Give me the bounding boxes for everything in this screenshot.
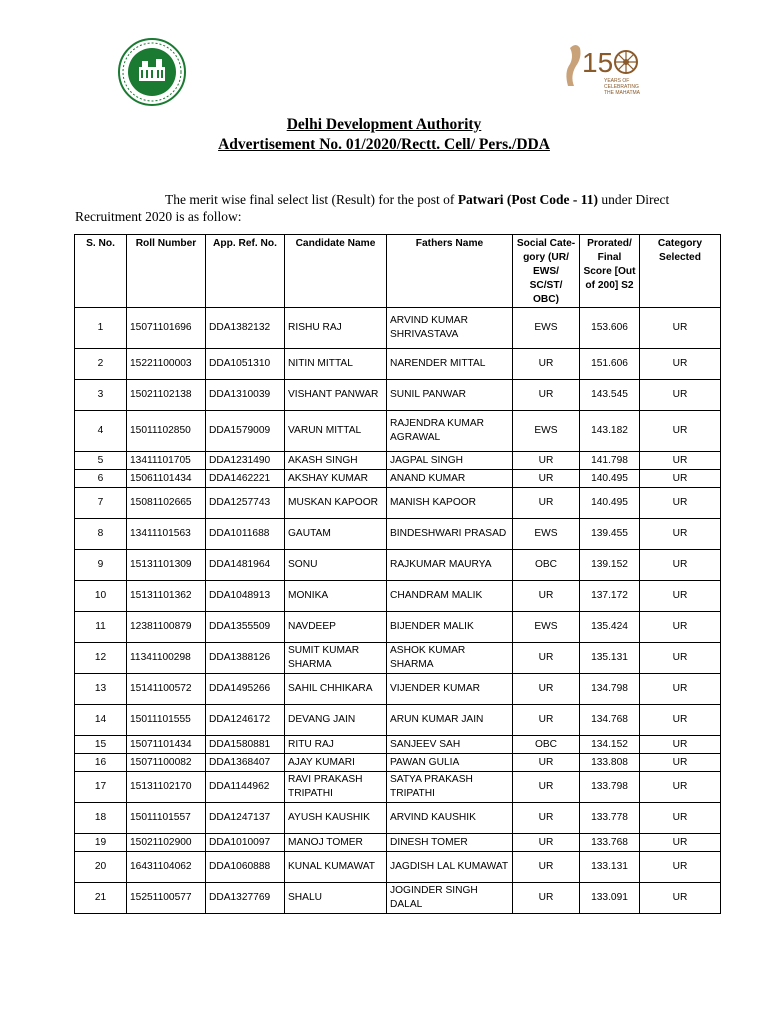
table-row (75, 772, 721, 803)
cell-category-selected: UR (640, 772, 721, 803)
cell-score: 143.545 (580, 380, 640, 411)
table-row (75, 452, 721, 470)
cell-sno: 10 (75, 581, 127, 612)
post-name: Patwari (Post Code - 11) (457, 192, 599, 207)
cell-father-name: ASHOK KUMAR SHARMA (387, 643, 513, 674)
cell-category-selected: UR (640, 705, 721, 736)
cell-category-selected: UR (640, 488, 721, 519)
cell-candidate-name: SAHIL CHHIKARA (285, 674, 387, 705)
cell-category-selected: UR (640, 834, 721, 852)
cell-roll-number: 15011102850 (127, 411, 206, 452)
cell-father-name: SUNIL PANWAR (387, 380, 513, 411)
cell-sno: 8 (75, 519, 127, 550)
col-header-sno: S. No. (75, 235, 127, 308)
cell-score: 139.152 (580, 550, 640, 581)
cell-app-ref: DDA1247137 (206, 803, 285, 834)
cell-social-category: UR (513, 488, 580, 519)
cell-category-selected: UR (640, 754, 721, 772)
cell-roll-number: 15021102900 (127, 834, 206, 852)
cell-category-selected: UR (640, 452, 721, 470)
cell-social-category: EWS (513, 612, 580, 643)
table-row (75, 349, 721, 380)
cell-roll-number: 15071100082 (127, 754, 206, 772)
cell-candidate-name: KUNAL KUMAWAT (285, 852, 387, 883)
svg-text:YEARS OF: YEARS OF (604, 78, 630, 84)
table-row (75, 411, 721, 452)
cell-social-category: UR (513, 852, 580, 883)
cell-score: 151.606 (580, 349, 640, 380)
table-row (75, 308, 721, 349)
cell-father-name: ARVIND KUMAR SHRIVASTAVA (387, 308, 513, 349)
intro-text-before: The merit wise final select list (Result) for the post of (165, 192, 458, 207)
cell-sno: 14 (75, 705, 127, 736)
table-row (75, 470, 721, 488)
cell-score: 133.768 (580, 834, 640, 852)
table-row (75, 643, 721, 674)
cell-sno: 4 (75, 411, 127, 452)
cell-score: 153.606 (580, 308, 640, 349)
cell-candidate-name: AYUSH KAUSHIK (285, 803, 387, 834)
cell-category-selected: UR (640, 349, 721, 380)
cell-father-name: CHANDRAM MALIK (387, 581, 513, 612)
cell-score: 133.808 (580, 754, 640, 772)
cell-app-ref: DDA1580881 (206, 736, 285, 754)
col-header-father: Fathers Name (387, 235, 513, 308)
cell-roll-number: 15061101434 (127, 470, 206, 488)
cell-app-ref: DDA1495266 (206, 674, 285, 705)
cell-social-category: UR (513, 772, 580, 803)
cell-father-name: ANAND KUMAR (387, 470, 513, 488)
cell-social-category: UR (513, 705, 580, 736)
cell-social-category: UR (513, 834, 580, 852)
cell-sno: 13 (75, 674, 127, 705)
table-row (75, 834, 721, 852)
col-header-roll: Roll Number (127, 235, 206, 308)
cell-category-selected: UR (640, 380, 721, 411)
cell-category-selected: UR (640, 581, 721, 612)
cell-sno: 5 (75, 452, 127, 470)
cell-social-category: OBC (513, 736, 580, 754)
cell-sno: 17 (75, 772, 127, 803)
cell-sno: 6 (75, 470, 127, 488)
svg-text:THE MAHATMA: THE MAHATMA (604, 90, 641, 96)
cell-app-ref: DDA1246172 (206, 705, 285, 736)
cell-category-selected: UR (640, 736, 721, 754)
cell-roll-number: 15011101557 (127, 803, 206, 834)
cell-roll-number: 11341100298 (127, 643, 206, 674)
cell-candidate-name: AKASH SINGH (285, 452, 387, 470)
cell-app-ref: DDA1579009 (206, 411, 285, 452)
cell-father-name: ARUN KUMAR JAIN (387, 705, 513, 736)
cell-score: 135.131 (580, 643, 640, 674)
cell-father-name: RAJENDRA KUMAR AGRAWAL (387, 411, 513, 452)
cell-sno: 18 (75, 803, 127, 834)
table-row (75, 488, 721, 519)
table-row (75, 883, 721, 914)
cell-category-selected: UR (640, 550, 721, 581)
cell-social-category: UR (513, 581, 580, 612)
svg-text:CELEBRATING: CELEBRATING (604, 84, 639, 90)
cell-social-category: UR (513, 883, 580, 914)
cell-sno: 11 (75, 612, 127, 643)
cell-father-name: RAJKUMAR MAURYA (387, 550, 513, 581)
cell-father-name: DINESH TOMER (387, 834, 513, 852)
cell-app-ref: DDA1011688 (206, 519, 285, 550)
col-header-category: Category Selected (640, 235, 721, 308)
cell-score: 134.798 (580, 674, 640, 705)
cell-roll-number: 15141100572 (127, 674, 206, 705)
cell-sno: 15 (75, 736, 127, 754)
cell-sno: 16 (75, 754, 127, 772)
cell-social-category: UR (513, 380, 580, 411)
cell-roll-number: 13411101563 (127, 519, 206, 550)
table-row (75, 736, 721, 754)
intro-text-after: under Direct Recruitment 2020 is as follow: (75, 192, 670, 224)
cell-category-selected: UR (640, 519, 721, 550)
cell-candidate-name: MANOJ TOMER (285, 834, 387, 852)
cell-father-name: PAWAN GULIA (387, 754, 513, 772)
cell-category-selected: UR (640, 643, 721, 674)
cell-score: 139.455 (580, 519, 640, 550)
cell-candidate-name: SHALU (285, 883, 387, 914)
cell-social-category: EWS (513, 308, 580, 349)
cell-candidate-name: NAVDEEP (285, 612, 387, 643)
cell-app-ref: DDA1051310 (206, 349, 285, 380)
table-row (75, 550, 721, 581)
cell-father-name: SANJEEV SAH (387, 736, 513, 754)
cell-roll-number: 15011101555 (127, 705, 206, 736)
cell-candidate-name: MUSKAN KAPOOR (285, 488, 387, 519)
cell-candidate-name: NITIN MITTAL (285, 349, 387, 380)
table-header-row (75, 235, 721, 308)
table-row (75, 754, 721, 772)
cell-sno: 1 (75, 308, 127, 349)
cell-social-category: UR (513, 803, 580, 834)
cell-roll-number: 16431104062 (127, 852, 206, 883)
cell-social-category: UR (513, 470, 580, 488)
cell-father-name: JAGDISH LAL KUMAWAT (387, 852, 513, 883)
cell-candidate-name: VISHANT PANWAR (285, 380, 387, 411)
cell-sno: 21 (75, 883, 127, 914)
cell-app-ref: DDA1388126 (206, 643, 285, 674)
cell-candidate-name: AKSHAY KUMAR (285, 470, 387, 488)
table-row (75, 519, 721, 550)
cell-category-selected: UR (640, 883, 721, 914)
cell-score: 140.495 (580, 488, 640, 519)
page-title: Delhi Development Authority (286, 116, 482, 133)
intro-paragraph (75, 191, 715, 225)
cell-social-category: OBC (513, 550, 580, 581)
cell-score: 134.152 (580, 736, 640, 754)
cell-father-name: JAGPAL SINGH (387, 452, 513, 470)
cell-candidate-name: VARUN MITTAL (285, 411, 387, 452)
cell-sno: 2 (75, 349, 127, 380)
cell-social-category: UR (513, 674, 580, 705)
cell-sno: 19 (75, 834, 127, 852)
cell-app-ref: DDA1257743 (206, 488, 285, 519)
cell-score: 133.798 (580, 772, 640, 803)
advertisement-number: Advertisement No. 01/2020/Rectt. Cell/ Pers./DDA (218, 136, 550, 153)
cell-score: 133.778 (580, 803, 640, 834)
cell-category-selected: UR (640, 411, 721, 452)
cell-social-category: EWS (513, 519, 580, 550)
table-row (75, 674, 721, 705)
cell-roll-number: 15021102138 (127, 380, 206, 411)
table-row (75, 380, 721, 411)
cell-app-ref: DDA1144962 (206, 772, 285, 803)
cell-score: 143.182 (580, 411, 640, 452)
cell-candidate-name: GAUTAM (285, 519, 387, 550)
table-row (75, 581, 721, 612)
cell-category-selected: UR (640, 470, 721, 488)
cell-score: 137.172 (580, 581, 640, 612)
cell-sno: 7 (75, 488, 127, 519)
cell-social-category: UR (513, 349, 580, 380)
cell-app-ref: DDA1048913 (206, 581, 285, 612)
cell-social-category: EWS (513, 411, 580, 452)
cell-app-ref: DDA1481964 (206, 550, 285, 581)
cell-score: 141.798 (580, 452, 640, 470)
cell-candidate-name: RISHU RAJ (285, 308, 387, 349)
cell-roll-number: 15081102665 (127, 488, 206, 519)
cell-father-name: SATYA PRAKASH TRIPATHI (387, 772, 513, 803)
cell-roll-number: 13411101705 (127, 452, 206, 470)
svg-text:15: 15 (582, 47, 614, 78)
col-header-score: Prorated/ Final Score [Out of 200] S2 (580, 235, 640, 308)
col-header-candidate: Candidate Name (285, 235, 387, 308)
table-row (75, 852, 721, 883)
cell-app-ref: DDA1382132 (206, 308, 285, 349)
cell-candidate-name: AJAY KUMARI (285, 754, 387, 772)
cell-candidate-name: MONIKA (285, 581, 387, 612)
table-row (75, 612, 721, 643)
cell-app-ref: DDA1368407 (206, 754, 285, 772)
cell-score: 134.768 (580, 705, 640, 736)
gandhi-150-icon (560, 38, 648, 104)
cell-app-ref: DDA1231490 (206, 452, 285, 470)
cell-roll-number: 15131101309 (127, 550, 206, 581)
cell-app-ref: DDA1060888 (206, 852, 285, 883)
cell-score: 140.495 (580, 470, 640, 488)
table-row (75, 705, 721, 736)
cell-category-selected: UR (640, 852, 721, 883)
merit-list-table (74, 234, 721, 914)
cell-category-selected: UR (640, 308, 721, 349)
cell-candidate-name: SONU (285, 550, 387, 581)
cell-roll-number: 12381100879 (127, 612, 206, 643)
cell-father-name: ARVIND KAUSHIK (387, 803, 513, 834)
cell-roll-number: 15131101362 (127, 581, 206, 612)
cell-app-ref: DDA1310039 (206, 380, 285, 411)
cell-roll-number: 15071101434 (127, 736, 206, 754)
cell-roll-number: 15251100577 (127, 883, 206, 914)
cell-candidate-name: RITU RAJ (285, 736, 387, 754)
cell-father-name: VIJENDER KUMAR (387, 674, 513, 705)
cell-social-category: UR (513, 452, 580, 470)
cell-app-ref: DDA1327769 (206, 883, 285, 914)
cell-father-name: JOGINDER SINGH DALAL (387, 883, 513, 914)
col-header-social: Social Cate-gory (UR/ EWS/ SC/ST/ OBC) (513, 235, 580, 308)
cell-sno: 9 (75, 550, 127, 581)
col-header-appref: App. Ref. No. (206, 235, 285, 308)
cell-social-category: UR (513, 643, 580, 674)
cell-father-name: BIJENDER MALIK (387, 612, 513, 643)
cell-social-category: UR (513, 754, 580, 772)
cell-score: 133.091 (580, 883, 640, 914)
cell-score: 133.131 (580, 852, 640, 883)
table-row (75, 803, 721, 834)
cell-category-selected: UR (640, 803, 721, 834)
cell-father-name: NARENDER MITTAL (387, 349, 513, 380)
cell-roll-number: 15131102170 (127, 772, 206, 803)
cell-sno: 12 (75, 643, 127, 674)
cell-sno: 3 (75, 380, 127, 411)
cell-father-name: BINDESHWARI PRASAD (387, 519, 513, 550)
cell-app-ref: DDA1462221 (206, 470, 285, 488)
cell-app-ref: DDA1355509 (206, 612, 285, 643)
cell-candidate-name: DEVANG JAIN (285, 705, 387, 736)
cell-score: 135.424 (580, 612, 640, 643)
cell-candidate-name: SUMIT KUMAR SHARMA (285, 643, 387, 674)
cell-sno: 20 (75, 852, 127, 883)
cell-candidate-name: RAVI PRAKASH TRIPATHI (285, 772, 387, 803)
cell-father-name: MANISH KAPOOR (387, 488, 513, 519)
dda-emblem-icon (117, 37, 187, 107)
cell-category-selected: UR (640, 674, 721, 705)
cell-roll-number: 15221100003 (127, 349, 206, 380)
cell-category-selected: UR (640, 612, 721, 643)
cell-roll-number: 15071101696 (127, 308, 206, 349)
cell-app-ref: DDA1010097 (206, 834, 285, 852)
